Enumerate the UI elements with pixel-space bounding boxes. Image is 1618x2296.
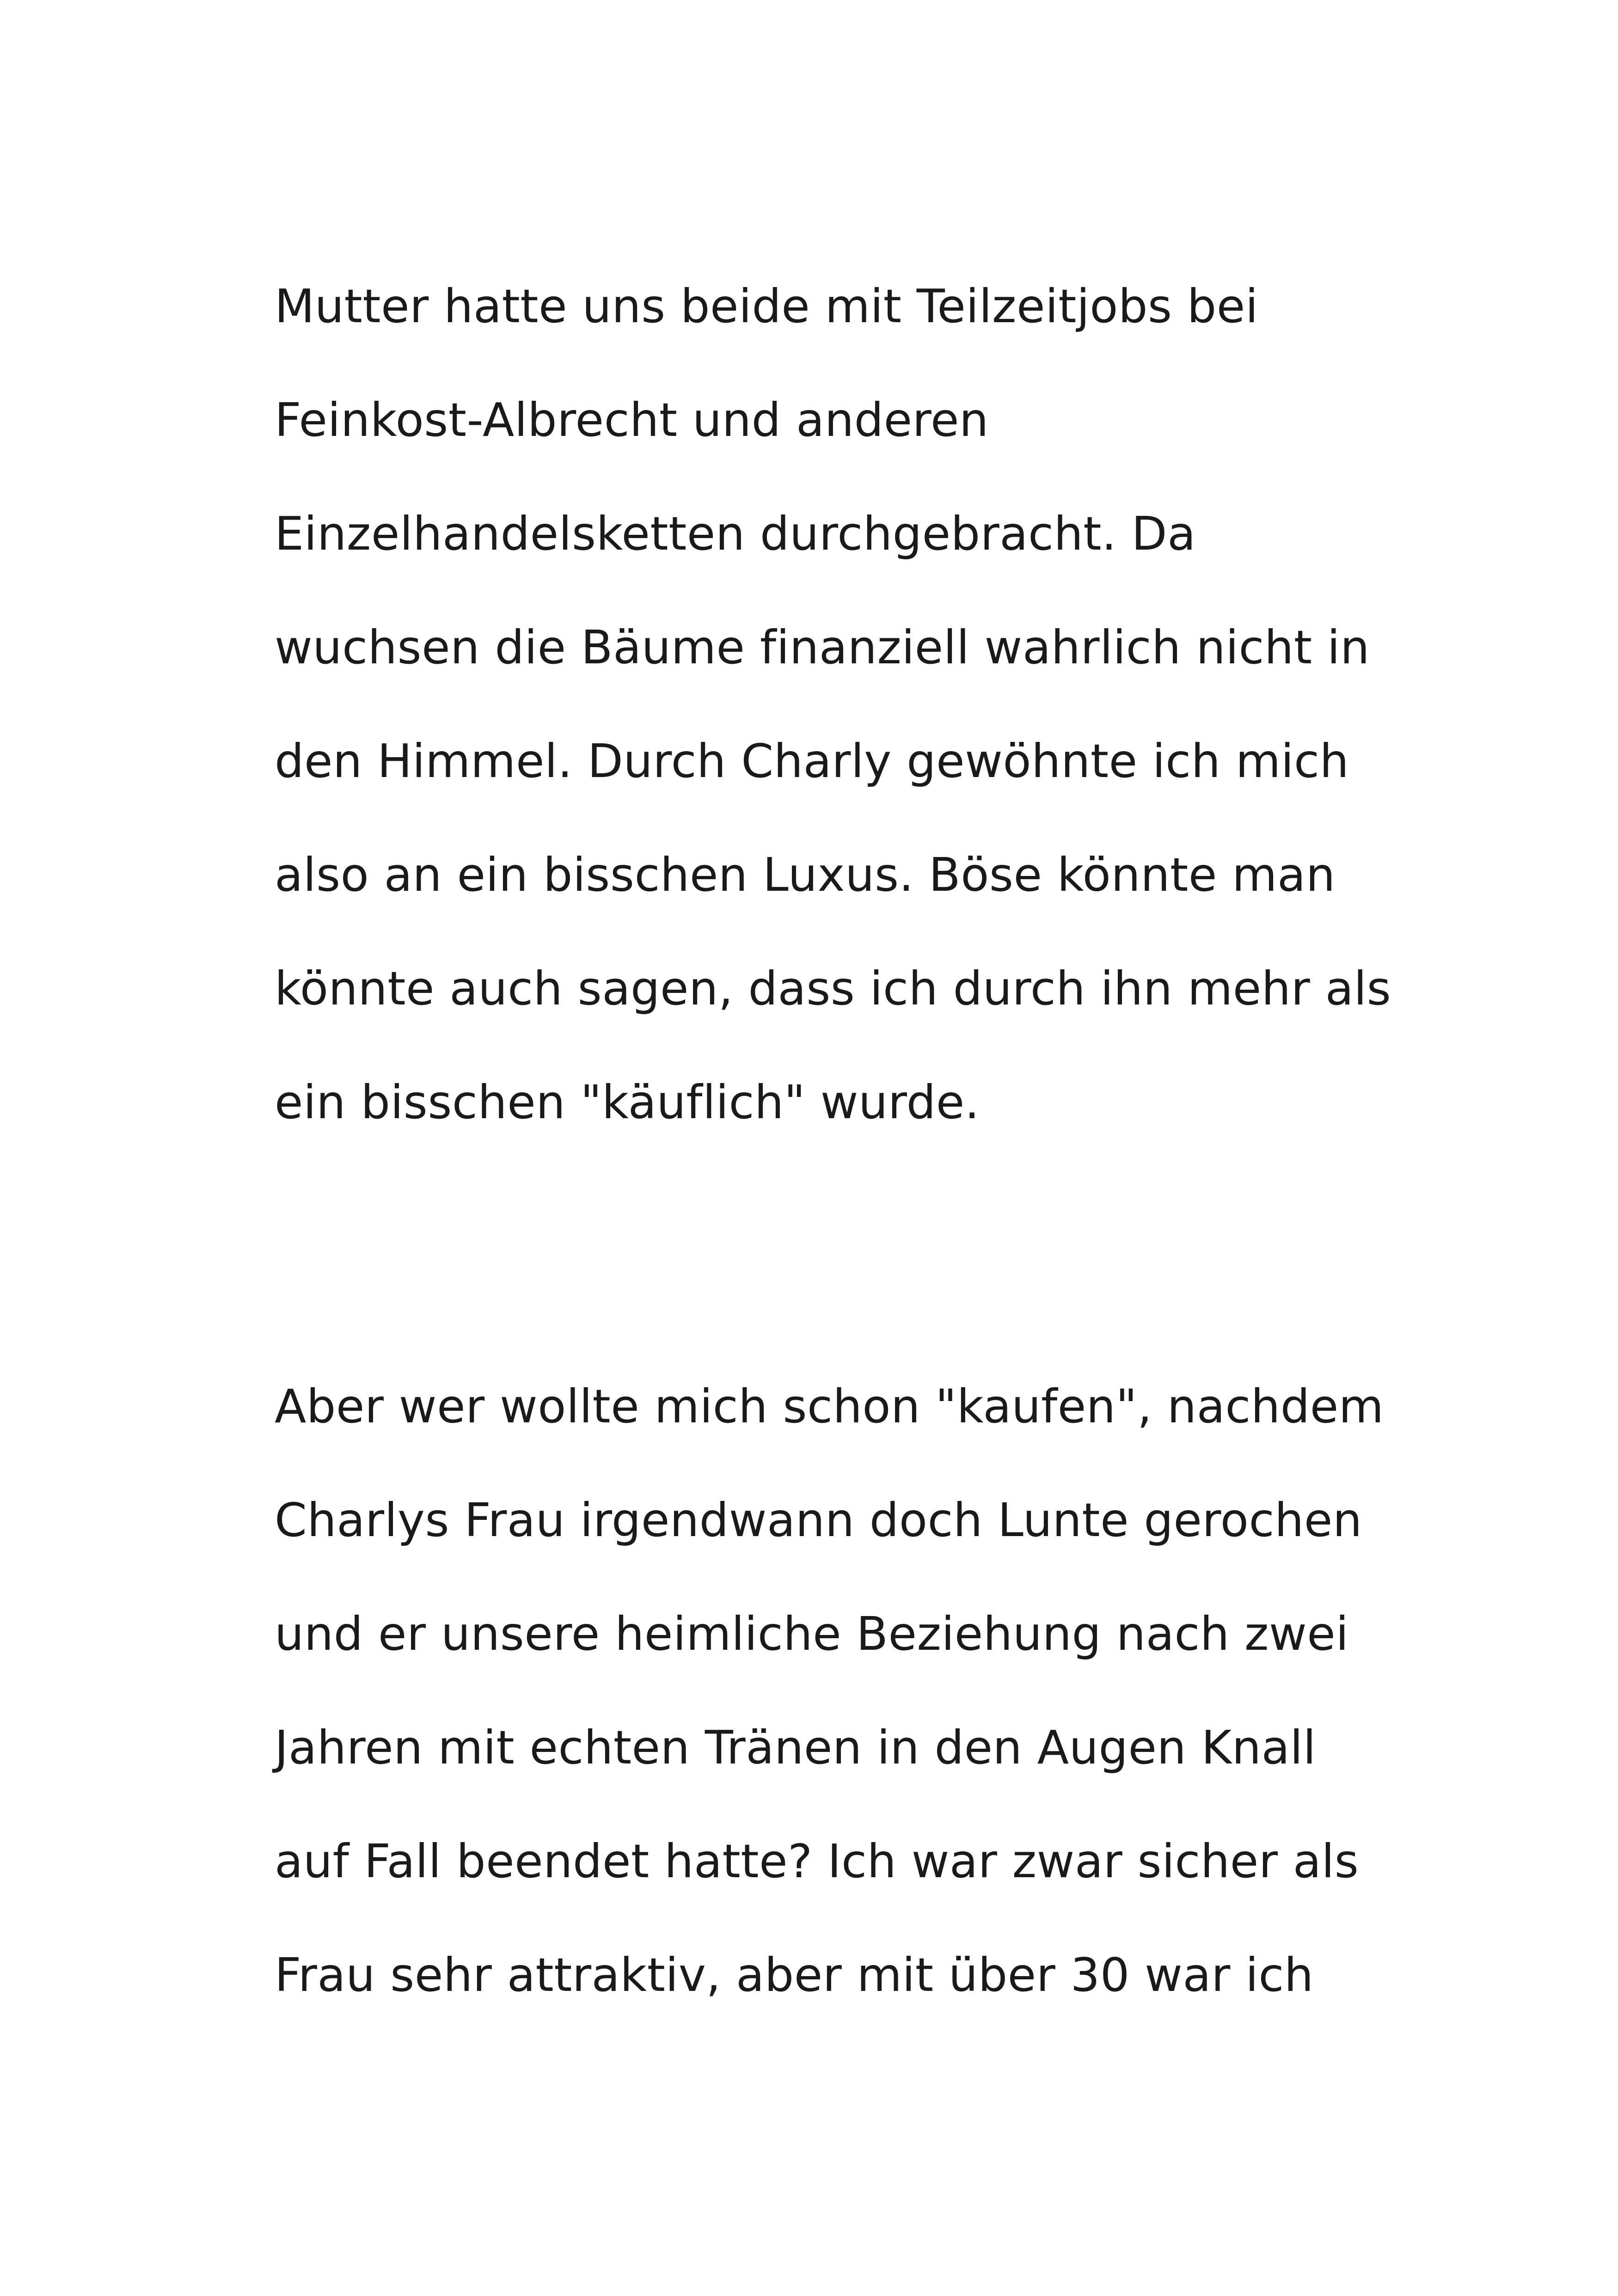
- text-line: Charlys Frau irgendwann doch Lunte gerochen: [275, 1493, 1362, 1547]
- text-line: Mutter hatte uns beide mit Teilzeitjobs bei: [275, 279, 1259, 333]
- text-line: auf Fall beendet hatte? Ich war zwar sicher als: [275, 1834, 1359, 1888]
- text-line: könnte auch sagen, dass ich durch ihn mehr als: [275, 961, 1391, 1016]
- text-line: Frau sehr attraktiv, aber mit über 30 war ich: [275, 1948, 1314, 2002]
- text-line: Jahren mit echten Tränen in den Augen Knall: [275, 1720, 1316, 1775]
- text-line: also an ein bisschen Luxus. Böse könnte man: [275, 848, 1336, 902]
- text-line: wuchsen die Bäume finanziell wahrlich nicht in: [275, 620, 1370, 674]
- text-line: ein bisschen "käuflich" wurde.: [275, 1075, 980, 1129]
- text-line: Feinkost-Albrecht und anderen: [275, 393, 989, 447]
- text-line: und er unsere heimliche Beziehung nach zwei: [275, 1607, 1349, 1661]
- text-line: Einzelhandelsketten durchgebracht. Da: [275, 507, 1196, 561]
- paragraph-2: [275, 1350, 1384, 2032]
- text-line: Aber wer wollte mich schon "kaufen", nachdem: [275, 1379, 1384, 1433]
- text-line: den Himmel. Durch Charly gewöhnte ich mich: [275, 734, 1349, 788]
- paragraph-1: [275, 250, 1391, 1159]
